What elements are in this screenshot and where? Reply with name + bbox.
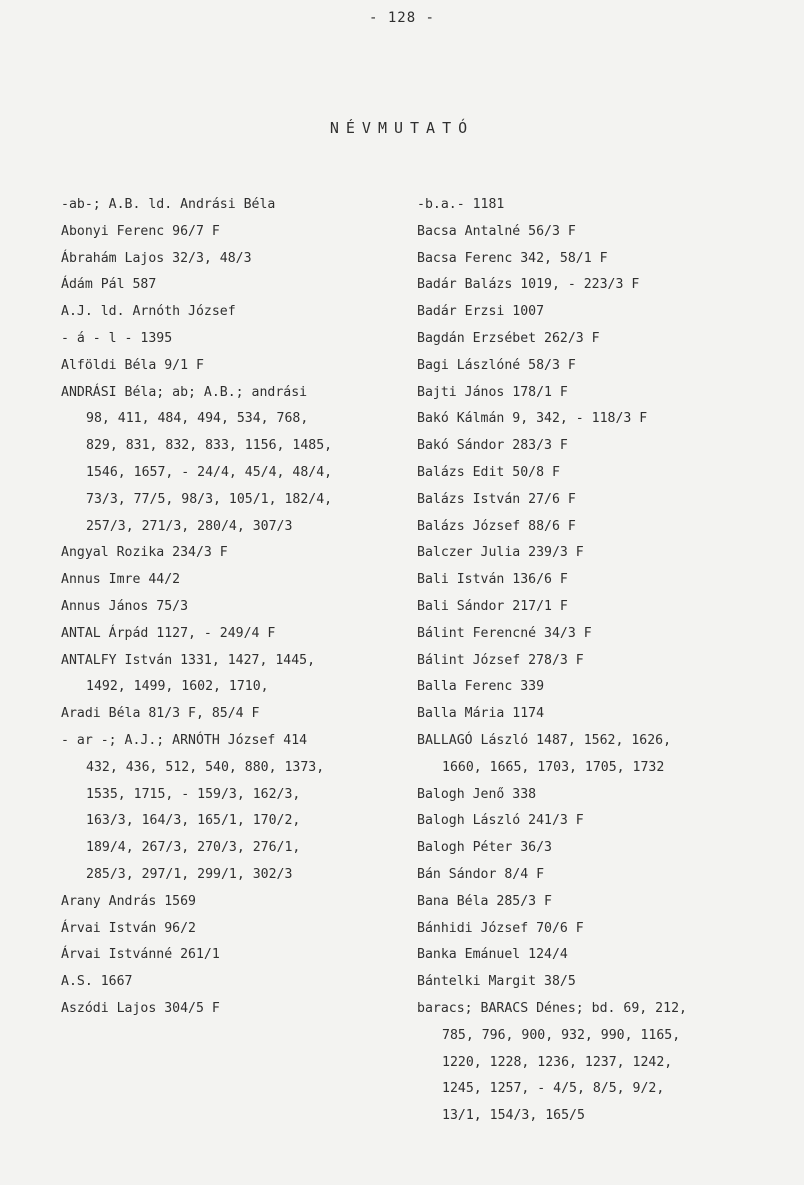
index-entry: - á - l - 1395 (61, 330, 173, 346)
index-entry: -ab-; A.B. ld. Andrási Béla (61, 197, 276, 212)
index-entry: Bacsa Ferenc 342, 58/1 F (417, 250, 608, 266)
index-entry: Bajti János 178/1 F (417, 384, 568, 400)
index-entry-continuation: 1220, 1228, 1236, 1237, 1242, (442, 1054, 673, 1070)
index-entry: Abonyi Ferenc 96/7 F (61, 223, 220, 239)
index-entry-continuation: 1492, 1499, 1602, 1710, (86, 679, 269, 695)
index-entry: - ar -; A.J.; ARNÓTH József 414 (61, 732, 308, 748)
index-entry: Bagi Lászlóné 58/3 F (417, 357, 576, 373)
index-entry: Annus János 75/3 (61, 598, 189, 614)
index-entry: Bálint Ferencné 34/3 F (417, 625, 592, 641)
index-entry: Balázs József 88/6 F (417, 518, 576, 534)
index-entry: Bana Béla 285/3 F (417, 893, 552, 909)
index-entry: Aradi Béla 81/3 F, 85/4 F (61, 706, 260, 722)
index-entry-continuation: 257/3, 271/3, 280/4, 307/3 (86, 518, 293, 534)
index-entry-continuation: 189/4, 267/3, 270/3, 276/1, (86, 840, 301, 856)
index-entry: -b.a.- 1181 (417, 197, 505, 212)
index-entry: Balla Mária 1174 (417, 706, 545, 722)
index-entry: ANTALFY István 1331, 1427, 1445, (61, 652, 316, 668)
index-entry-continuation: 432, 436, 512, 540, 880, 1373, (86, 759, 325, 775)
index-entry-continuation: 98, 411, 484, 494, 534, 768, (86, 411, 309, 427)
index-entry: ANTAL Árpád 1127, - 249/4 F (61, 625, 276, 641)
index-entry: A.S. 1667 (61, 974, 133, 990)
index-entry: Annus Imre 44/2 (61, 572, 181, 588)
index-entry-continuation: 829, 831, 832, 833, 1156, 1485, (86, 438, 333, 454)
index-entry: Banka Emánuel 124/4 (417, 947, 568, 963)
index-entry: Bakó Kálmán 9, 342, - 118/3 F (417, 411, 648, 427)
index-entry: A.J. ld. Arnóth József (61, 304, 236, 320)
index-entry: Arany András 1569 (61, 893, 196, 909)
index-entry-continuation: 73/3, 77/5, 98/3, 105/1, 182/4, (86, 491, 333, 507)
index-entry-continuation: 1546, 1657, - 24/4, 45/4, 48/4, (86, 464, 333, 480)
index-entry: Ábrahám Lajos 32/3, 48/3 (61, 250, 252, 266)
page-number: - 128 - (368, 10, 435, 26)
page-title: NÉVMUTATÓ (329, 119, 475, 137)
index-entry: Ádám Pál 587 (61, 277, 157, 293)
index-entry: Bakó Sándor 283/3 F (417, 438, 568, 454)
index-entry: ANDRÁSI Béla; ab; A.B.; andrási (61, 384, 308, 400)
index-entry: Balogh László 241/3 F (417, 813, 584, 829)
index-entry: BALLAGÓ László 1487, 1562, 1626, (417, 732, 672, 748)
index-entry: Bálint József 278/3 F (417, 652, 584, 668)
index-entry: Balázs István 27/6 F (417, 491, 576, 507)
index-entry: Bán Sándor 8/4 F (417, 866, 545, 882)
index-entry: Badár Balázs 1019, - 223/3 F (417, 277, 640, 293)
index-entry-continuation: 285/3, 297/1, 299/1, 302/3 (86, 866, 293, 882)
index-entry: Bántelki Margit 38/5 (417, 974, 576, 990)
index-entry: Aszódi Lajos 304/5 F (61, 1000, 220, 1016)
index-entry: baracs; BARACS Dénes; bd. 69, 212, (417, 1000, 687, 1016)
index-entry-continuation: 1245, 1257, - 4/5, 8/5, 9/2, (442, 1081, 665, 1097)
index-entry: Angyal Rozika 234/3 F (61, 545, 228, 561)
index-column-right (417, 192, 797, 1130)
index-entry-continuation: 785, 796, 900, 932, 990, 1165, (442, 1027, 681, 1043)
index-entry: Árvai Istvánné 261/1 (61, 947, 220, 963)
index-entry: Badár Erzsi 1007 (417, 304, 545, 320)
index-entry: Alföldi Béla 9/1 F (61, 357, 204, 373)
index-entry: Bánhidi József 70/6 F (417, 920, 584, 936)
index-entry: Árvai István 96/2 (61, 920, 196, 936)
index-entry: Bacsa Antalné 56/3 F (417, 223, 576, 239)
index-entry: Bali Sándor 217/1 F (417, 598, 568, 614)
index-entry-continuation: 13/1, 154/3, 165/5 (442, 1108, 585, 1124)
index-column-left (61, 192, 401, 1023)
index-entry-continuation: 1660, 1665, 1703, 1705, 1732 (442, 759, 665, 775)
index-entry: Balogh Péter 36/3 (417, 840, 552, 856)
index-entry: Balázs Edit 50/8 F (417, 464, 560, 480)
index-entry-continuation: 1535, 1715, - 159/3, 162/3, (86, 786, 301, 802)
index-entry: Balczer Julia 239/3 F (417, 545, 584, 561)
index-entry: Balogh Jenő 338 (417, 786, 537, 802)
index-entry-continuation: 163/3, 164/3, 165/1, 170/2, (86, 813, 301, 829)
index-entry: Bali István 136/6 F (417, 572, 568, 588)
index-entry: Bagdán Erzsébet 262/3 F (417, 330, 600, 346)
index-entry: Balla Ferenc 339 (417, 679, 545, 695)
